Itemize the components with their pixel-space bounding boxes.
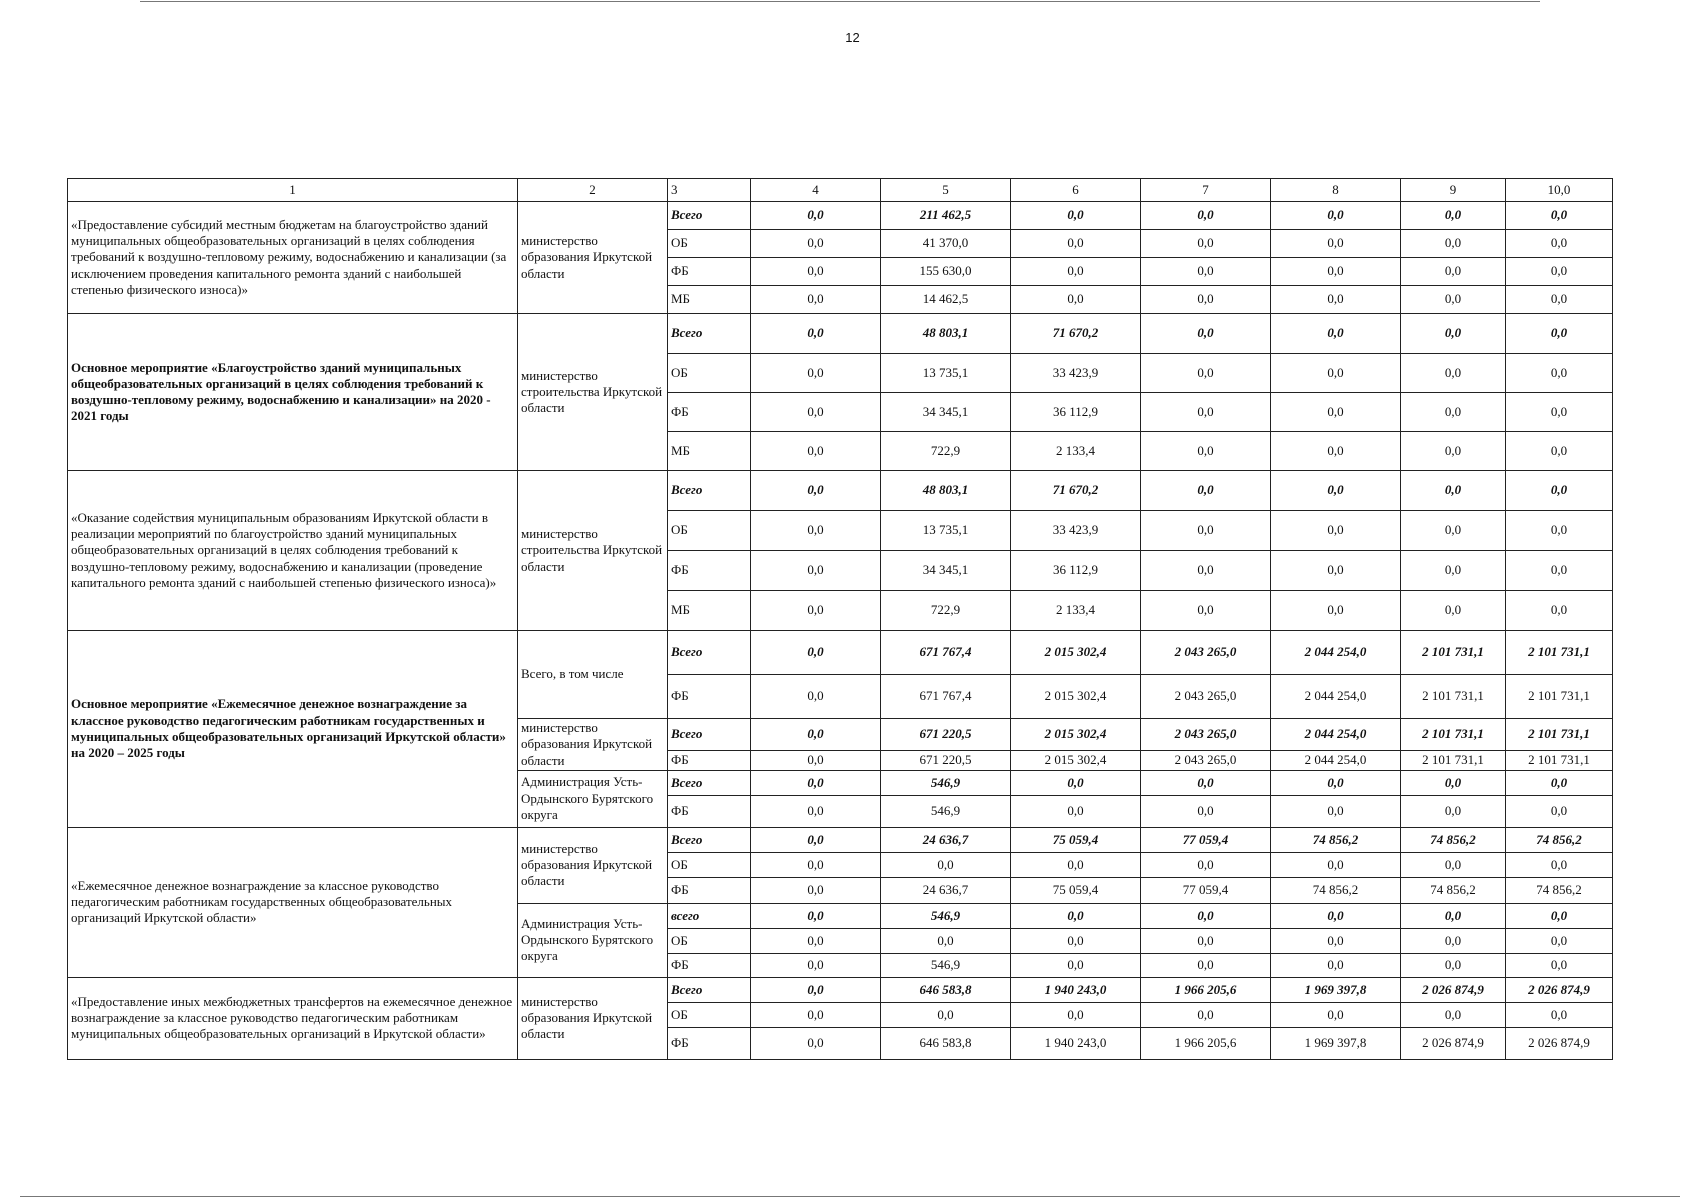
amount-cell: 0,0 [1141, 903, 1271, 928]
amount-cell: 34 345,1 [881, 393, 1011, 432]
header-cell-10: 10,0 [1506, 179, 1613, 202]
executor-cell: министерство образования Иркутской области [518, 719, 668, 771]
amount-cell: 0,0 [1141, 202, 1271, 230]
amount-cell: 0,0 [1506, 230, 1613, 258]
amount-cell: 2 133,4 [1011, 432, 1141, 471]
amount-cell: 0,0 [881, 1002, 1011, 1027]
amount-cell: 0,0 [1506, 202, 1613, 230]
amount-cell: 0,0 [1401, 258, 1506, 286]
funding-source: Всего [668, 202, 751, 230]
amount-cell: 0,0 [751, 314, 881, 354]
amount-cell: 0,0 [1141, 511, 1271, 551]
amount-cell: 0,0 [1506, 1002, 1613, 1027]
amount-cell: 0,0 [1271, 903, 1401, 928]
funding-source: ОБ [668, 1002, 751, 1027]
amount-cell: 75 059,4 [1011, 877, 1141, 903]
amount-cell: 0,0 [1011, 230, 1141, 258]
funding-source: ОБ [668, 354, 751, 393]
amount-cell: 0,0 [1271, 202, 1401, 230]
funding-source: ФБ [668, 1027, 751, 1059]
amount-cell: 646 583,8 [881, 1027, 1011, 1059]
funding-source: МБ [668, 286, 751, 314]
amount-cell: 211 462,5 [881, 202, 1011, 230]
amount-cell: 36 112,9 [1011, 393, 1141, 432]
executor-cell: министерство образования Иркутской области [518, 977, 668, 1059]
amount-cell: 48 803,1 [881, 471, 1011, 511]
funding-source: МБ [668, 591, 751, 631]
amount-cell: 0,0 [1141, 928, 1271, 953]
amount-cell: 0,0 [1401, 795, 1506, 827]
amount-cell: 0,0 [1011, 286, 1141, 314]
amount-cell: 1 969 397,8 [1271, 977, 1401, 1002]
funding-source: ФБ [668, 750, 751, 770]
amount-cell: 546,9 [881, 795, 1011, 827]
amount-cell: 2 043 265,0 [1141, 675, 1271, 719]
funding-source: ОБ [668, 230, 751, 258]
amount-cell: 0,0 [1401, 903, 1506, 928]
amount-cell: 0,0 [1271, 1002, 1401, 1027]
amount-cell: 2 101 731,1 [1401, 631, 1506, 675]
amount-cell: 0,0 [1506, 795, 1613, 827]
amount-cell: 0,0 [1271, 551, 1401, 591]
amount-cell: 0,0 [751, 903, 881, 928]
amount-cell: 74 856,2 [1271, 877, 1401, 903]
amount-cell: 2 101 731,1 [1401, 719, 1506, 751]
amount-cell: 77 059,4 [1141, 827, 1271, 852]
amount-cell: 0,0 [1506, 770, 1613, 795]
header-cell-5: 5 [881, 179, 1011, 202]
measure-name: «Предоставление иных межбюджетных трансфертов на ежемесячное денежное вознаграждение за классное руководство педагогическим работникам муниципальных общеобразовательных организаций в Иркутской области» [68, 977, 518, 1059]
amount-cell: 0,0 [1271, 591, 1401, 631]
amount-cell: 0,0 [1506, 258, 1613, 286]
funding-source: Всего [668, 719, 751, 751]
amount-cell: 2 101 731,1 [1401, 675, 1506, 719]
funding-source: ОБ [668, 511, 751, 551]
amount-cell: 0,0 [1141, 471, 1271, 511]
amount-cell: 0,0 [751, 675, 881, 719]
header-cell-6: 6 [1011, 179, 1141, 202]
amount-cell: 0,0 [1401, 953, 1506, 977]
amount-cell: 0,0 [1401, 928, 1506, 953]
amount-cell: 0,0 [751, 551, 881, 591]
amount-cell: 0,0 [751, 953, 881, 977]
header-cell-3: 3 [668, 179, 751, 202]
amount-cell: 71 670,2 [1011, 314, 1141, 354]
amount-cell: 0,0 [881, 852, 1011, 877]
header-row [68, 179, 1613, 202]
amount-cell: 1 940 243,0 [1011, 977, 1141, 1002]
amount-cell: 0,0 [1401, 286, 1506, 314]
table-row [68, 314, 1613, 354]
amount-cell: 0,0 [1011, 1002, 1141, 1027]
amount-cell: 0,0 [1141, 770, 1271, 795]
table-row [68, 827, 1613, 852]
amount-cell: 0,0 [1011, 795, 1141, 827]
amount-cell: 75 059,4 [1011, 827, 1141, 852]
amount-cell: 2 015 302,4 [1011, 675, 1141, 719]
amount-cell: 0,0 [751, 827, 881, 852]
amount-cell: 2 026 874,9 [1401, 977, 1506, 1002]
executor-cell: министерство строительства Иркутской области [518, 471, 668, 631]
amount-cell: 0,0 [1141, 1002, 1271, 1027]
amount-cell: 0,0 [751, 393, 881, 432]
amount-cell: 0,0 [751, 795, 881, 827]
amount-cell: 1 966 205,6 [1141, 1027, 1271, 1059]
amount-cell: 722,9 [881, 432, 1011, 471]
amount-cell: 2 101 731,1 [1506, 719, 1613, 751]
amount-cell: 0,0 [1011, 202, 1141, 230]
amount-cell: 546,9 [881, 903, 1011, 928]
executor-cell: Всего, в том числе [518, 631, 668, 719]
amount-cell: 0,0 [1401, 591, 1506, 631]
table-row [68, 977, 1613, 1002]
amount-cell: 2 026 874,9 [1401, 1027, 1506, 1059]
amount-cell: 0,0 [1141, 432, 1271, 471]
header-cell-9: 9 [1401, 179, 1506, 202]
amount-cell: 0,0 [1401, 314, 1506, 354]
amount-cell: 722,9 [881, 591, 1011, 631]
amount-cell: 0,0 [1141, 258, 1271, 286]
amount-cell: 0,0 [1141, 852, 1271, 877]
measure-name: Основное мероприятие «Ежемесячное денежное вознаграждение за классное руководство педагогическим работникам государственных и муниципальных общеобразовательных организаций Иркутской области» на 2020 – 2025 годы [68, 631, 518, 828]
amount-cell: 0,0 [1506, 928, 1613, 953]
measure-name: «Оказание содействия муниципальным образованиям Иркутской области в реализации мероприятий по благоустройство зданий муниципальных общеобразовательных организаций в целях соблюдения требований к воздушно-тепловому режиму, водоснабжению и канализации (проведение капитального ремонта зданий с наибольшей степенью физического износа)» [68, 471, 518, 631]
amount-cell: 24 636,7 [881, 827, 1011, 852]
funding-source: Всего [668, 977, 751, 1002]
amount-cell: 0,0 [1271, 511, 1401, 551]
amount-cell: 0,0 [751, 631, 881, 675]
amount-cell: 0,0 [1141, 551, 1271, 591]
amount-cell: 0,0 [751, 258, 881, 286]
amount-cell: 0,0 [1506, 953, 1613, 977]
amount-cell: 0,0 [751, 1027, 881, 1059]
amount-cell: 0,0 [1011, 928, 1141, 953]
amount-cell: 0,0 [1401, 511, 1506, 551]
amount-cell: 48 803,1 [881, 314, 1011, 354]
amount-cell: 0,0 [751, 750, 881, 770]
amount-cell: 74 856,2 [1401, 877, 1506, 903]
executor-cell: Администрация Усть-Ордынского Бурятского округа [518, 770, 668, 827]
amount-cell: 2 101 731,1 [1506, 750, 1613, 770]
amount-cell: 74 856,2 [1401, 827, 1506, 852]
amount-cell: 0,0 [1141, 354, 1271, 393]
amount-cell: 74 856,2 [1506, 877, 1613, 903]
amount-cell: 0,0 [1271, 928, 1401, 953]
amount-cell: 74 856,2 [1271, 827, 1401, 852]
amount-cell: 0,0 [1141, 795, 1271, 827]
amount-cell: 77 059,4 [1141, 877, 1271, 903]
amount-cell: 33 423,9 [1011, 511, 1141, 551]
amount-cell: 36 112,9 [1011, 551, 1141, 591]
amount-cell: 0,0 [1271, 230, 1401, 258]
amount-cell: 2 015 302,4 [1011, 719, 1141, 751]
amount-cell: 0,0 [751, 511, 881, 551]
funding-table [67, 178, 1613, 1060]
funding-source: МБ [668, 432, 751, 471]
funding-source: ОБ [668, 852, 751, 877]
amount-cell: 0,0 [1401, 230, 1506, 258]
funding-source: Всего [668, 827, 751, 852]
header-cell-4: 4 [751, 179, 881, 202]
amount-cell: 0,0 [1141, 953, 1271, 977]
amount-cell: 0,0 [1506, 852, 1613, 877]
amount-cell: 2 026 874,9 [1506, 977, 1613, 1002]
amount-cell: 1 940 243,0 [1011, 1027, 1141, 1059]
amount-cell: 2 015 302,4 [1011, 631, 1141, 675]
amount-cell: 0,0 [1141, 393, 1271, 432]
amount-cell: 0,0 [1271, 432, 1401, 471]
amount-cell: 2 043 265,0 [1141, 719, 1271, 751]
amount-cell: 0,0 [1271, 393, 1401, 432]
table-row [68, 202, 1613, 230]
amount-cell: 0,0 [1401, 432, 1506, 471]
funding-source: Всего [668, 314, 751, 354]
amount-cell: 0,0 [1011, 953, 1141, 977]
amount-cell: 2 133,4 [1011, 591, 1141, 631]
executor-cell: министерство образования Иркутской области [518, 202, 668, 314]
amount-cell: 0,0 [1141, 286, 1271, 314]
page-number: 12 [845, 30, 860, 45]
executor-cell: министерство образования Иркутской области [518, 827, 668, 903]
measure-name: «Предоставление субсидий местным бюджетам на благоустройство зданий муниципальных общеобразовательных организаций в целях соблюдения требований к воздушно-тепловому режиму, водоснабжению и канализации (за исключением проведения капитального ремонта зданий с наибольшей степенью физического износа)» [68, 202, 518, 314]
amount-cell: 0,0 [1141, 314, 1271, 354]
executor-cell: Администрация Усть-Ордынского Бурятского округа [518, 903, 668, 977]
funding-source: ФБ [668, 877, 751, 903]
amount-cell: 0,0 [1401, 770, 1506, 795]
funding-source: ФБ [668, 258, 751, 286]
amount-cell: 0,0 [1506, 354, 1613, 393]
amount-cell: 0,0 [751, 928, 881, 953]
amount-cell: 646 583,8 [881, 977, 1011, 1002]
amount-cell: 33 423,9 [1011, 354, 1141, 393]
executor-cell: министерство строительства Иркутской области [518, 314, 668, 471]
amount-cell: 0,0 [1506, 286, 1613, 314]
amount-cell: 24 636,7 [881, 877, 1011, 903]
amount-cell: 0,0 [881, 928, 1011, 953]
amount-cell: 2 044 254,0 [1271, 719, 1401, 751]
amount-cell: 0,0 [1271, 314, 1401, 354]
funding-source: ОБ [668, 928, 751, 953]
amount-cell: 0,0 [751, 591, 881, 631]
amount-cell: 0,0 [1271, 354, 1401, 393]
amount-cell: 0,0 [751, 354, 881, 393]
amount-cell: 2 044 254,0 [1271, 675, 1401, 719]
amount-cell: 0,0 [1271, 471, 1401, 511]
amount-cell: 546,9 [881, 953, 1011, 977]
amount-cell: 0,0 [1506, 591, 1613, 631]
amount-cell: 0,0 [1401, 1002, 1506, 1027]
amount-cell: 0,0 [751, 770, 881, 795]
funding-source: ФБ [668, 551, 751, 591]
amount-cell: 0,0 [751, 230, 881, 258]
amount-cell: 155 630,0 [881, 258, 1011, 286]
amount-cell: 0,0 [1271, 258, 1401, 286]
amount-cell: 0,0 [1401, 202, 1506, 230]
amount-cell: 0,0 [751, 432, 881, 471]
amount-cell: 71 670,2 [1011, 471, 1141, 511]
amount-cell: 0,0 [751, 977, 881, 1002]
amount-cell: 2 101 731,1 [1506, 631, 1613, 675]
header-cell-8: 8 [1271, 179, 1401, 202]
amount-cell: 0,0 [751, 852, 881, 877]
amount-cell: 0,0 [1011, 903, 1141, 928]
amount-cell: 0,0 [751, 202, 881, 230]
amount-cell: 74 856,2 [1506, 827, 1613, 852]
amount-cell: 0,0 [1506, 471, 1613, 511]
amount-cell: 2 101 731,1 [1401, 750, 1506, 770]
scan-edge-bottom [20, 1196, 1680, 1197]
amount-cell: 2 101 731,1 [1506, 675, 1613, 719]
table-row [68, 631, 1613, 675]
amount-cell: 0,0 [1401, 393, 1506, 432]
amount-cell: 2 044 254,0 [1271, 750, 1401, 770]
amount-cell: 0,0 [1401, 551, 1506, 591]
amount-cell: 0,0 [1506, 511, 1613, 551]
amount-cell: 546,9 [881, 770, 1011, 795]
amount-cell: 41 370,0 [881, 230, 1011, 258]
amount-cell: 0,0 [1506, 903, 1613, 928]
amount-cell: 0,0 [1141, 591, 1271, 631]
amount-cell: 2 026 874,9 [1506, 1027, 1613, 1059]
measure-name: «Ежемесячное денежное вознаграждение за классное руководство педагогическим работникам государственных общеобразовательных организаций Иркутской области» [68, 827, 518, 977]
amount-cell: 0,0 [1271, 770, 1401, 795]
amount-cell: 671 220,5 [881, 750, 1011, 770]
amount-cell: 671 767,4 [881, 675, 1011, 719]
amount-cell: 13 735,1 [881, 511, 1011, 551]
amount-cell: 0,0 [751, 1002, 881, 1027]
amount-cell: 2 043 265,0 [1141, 750, 1271, 770]
table-row [68, 471, 1613, 511]
funding-source: Всего [668, 631, 751, 675]
amount-cell: 671 220,5 [881, 719, 1011, 751]
amount-cell: 1 969 397,8 [1271, 1027, 1401, 1059]
amount-cell: 2 044 254,0 [1271, 631, 1401, 675]
measure-name: Основное мероприятие «Благоустройство зданий муниципальных общеобразовательных организаций в целях соблюдения требований к воздушно-тепловому режиму, водоснабжению и канализации» на 2020 - 2021 годы [68, 314, 518, 471]
amount-cell: 0,0 [1506, 432, 1613, 471]
amount-cell: 0,0 [1506, 551, 1613, 591]
header-cell-1: 1 [68, 179, 518, 202]
amount-cell: 0,0 [1401, 852, 1506, 877]
amount-cell: 0,0 [751, 877, 881, 903]
amount-cell: 1 966 205,6 [1141, 977, 1271, 1002]
amount-cell: 0,0 [1506, 393, 1613, 432]
amount-cell: 0,0 [1271, 286, 1401, 314]
funding-source: ФБ [668, 953, 751, 977]
amount-cell: 671 767,4 [881, 631, 1011, 675]
amount-cell: 0,0 [1401, 471, 1506, 511]
amount-cell: 0,0 [751, 471, 881, 511]
amount-cell: 0,0 [1011, 770, 1141, 795]
header-cell-2: 2 [518, 179, 668, 202]
amount-cell: 0,0 [1141, 230, 1271, 258]
amount-cell: 0,0 [1271, 953, 1401, 977]
funding-source: всего [668, 903, 751, 928]
amount-cell: 2 015 302,4 [1011, 750, 1141, 770]
amount-cell: 13 735,1 [881, 354, 1011, 393]
funding-source: Всего [668, 770, 751, 795]
funding-source: ФБ [668, 795, 751, 827]
funding-source: ФБ [668, 393, 751, 432]
amount-cell: 2 043 265,0 [1141, 631, 1271, 675]
header-cell-7: 7 [1141, 179, 1271, 202]
amount-cell: 0,0 [1011, 258, 1141, 286]
amount-cell: 0,0 [1271, 795, 1401, 827]
amount-cell: 0,0 [751, 286, 881, 314]
scan-edge-top [140, 1, 1540, 2]
funding-source: ФБ [668, 675, 751, 719]
amount-cell: 14 462,5 [881, 286, 1011, 314]
amount-cell: 0,0 [1271, 852, 1401, 877]
amount-cell: 0,0 [1506, 314, 1613, 354]
amount-cell: 0,0 [1011, 852, 1141, 877]
amount-cell: 0,0 [1401, 354, 1506, 393]
funding-source: Всего [668, 471, 751, 511]
amount-cell: 34 345,1 [881, 551, 1011, 591]
amount-cell: 0,0 [751, 719, 881, 751]
